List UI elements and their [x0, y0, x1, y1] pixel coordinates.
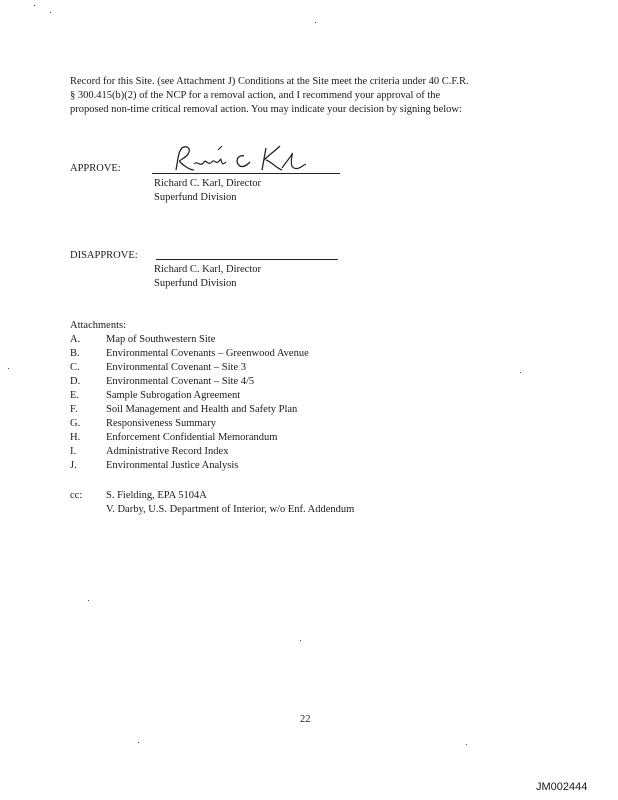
disapprove-label: DISAPPROVE: — [70, 250, 138, 261]
cc-label: cc: — [70, 490, 83, 501]
cc-recipient: S. Fielding, EPA 5104A — [106, 490, 207, 501]
scan-speck — [466, 744, 467, 745]
handwritten-signature — [168, 140, 318, 180]
paragraph-line: § 300.415(b)(2) of the NCP for a removal action, and I recommend your approval of the — [70, 90, 441, 101]
approve-signature-line — [152, 173, 340, 174]
scan-speck — [520, 372, 521, 373]
list-item: C. Environmental Covenant – Site 3 — [70, 362, 246, 373]
bates-number: JM002444 — [536, 781, 588, 793]
approve-signer-division: Superfund Division — [154, 192, 237, 203]
list-item: H. Enforcement Confidential Memorandum — [70, 432, 278, 443]
paragraph-line: Record for this Site. (see Attachment J) Conditions at the Site meet the criteria under 40 C.F.R. — [70, 76, 469, 87]
list-item: F. Soil Management and Health and Safety Plan — [70, 404, 298, 415]
attachments-list — [70, 319, 309, 473]
list-item: A. Map of Southwestern Site — [70, 334, 216, 345]
scan-speck — [34, 5, 35, 6]
disapprove-signer-division: Superfund Division — [154, 278, 237, 289]
list-item: J. Environmental Justice Analysis — [70, 460, 239, 471]
scan-speck — [88, 600, 89, 601]
scan-speck — [138, 742, 139, 743]
scan-speck — [50, 12, 51, 13]
page-number: 22 — [300, 714, 311, 725]
body-paragraph — [70, 75, 560, 117]
paragraph-line: proposed non-time critical removal action. You may indicate your decision by signing below: — [70, 104, 462, 115]
scan-speck — [300, 640, 301, 641]
approve-signer-name: Richard C. Karl, Director — [154, 178, 262, 189]
scan-speck — [8, 368, 9, 369]
attachments-heading: Attachments: — [70, 320, 126, 331]
list-item: D. Environmental Covenant – Site 4/5 — [70, 376, 255, 387]
scan-speck — [315, 22, 316, 23]
approve-label: APPROVE: — [70, 163, 121, 174]
list-item: E. Sample Subrogation Agreement — [70, 390, 241, 401]
list-item: I. Administrative Record Index — [70, 446, 229, 457]
disapprove-signer-name: Richard C. Karl, Director — [154, 264, 262, 275]
cc-recipient: V. Darby, U.S. Department of Interior, w/o Enf. Addendum — [106, 504, 355, 515]
disapprove-signature-line — [156, 259, 338, 260]
list-item: G. Responsiveness Summary — [70, 418, 216, 429]
list-item: B. Environmental Covenants – Greenwood Avenue — [70, 348, 309, 359]
